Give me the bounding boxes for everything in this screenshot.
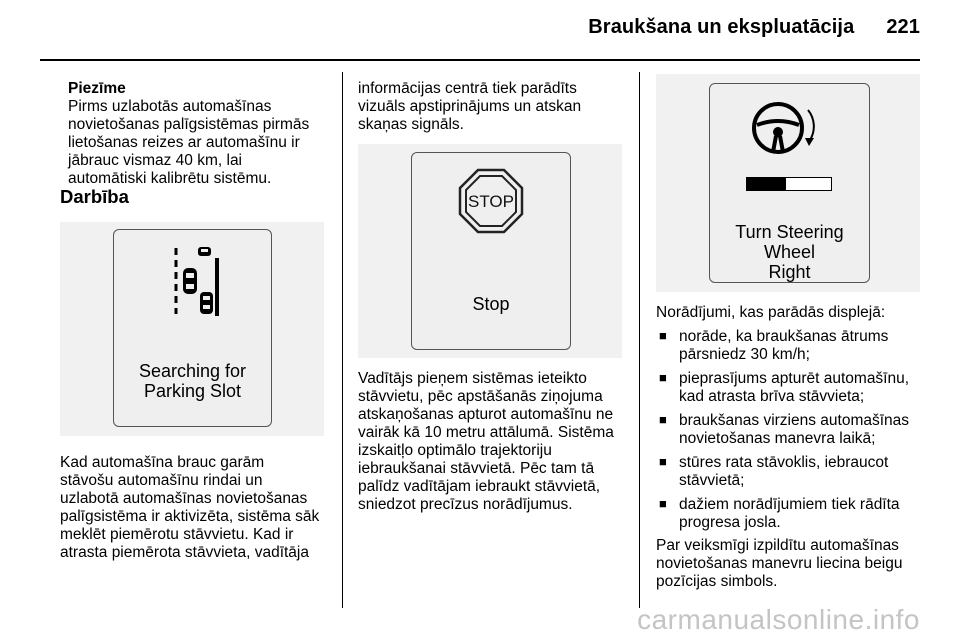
text-line: progresa josla.	[679, 514, 781, 531]
stop-sign-icon	[458, 168, 524, 234]
display-text-line: Searching for	[138, 361, 247, 381]
paragraph	[358, 370, 628, 514]
text-line: palīdz vadītājam iebraukt stāvvietā,	[358, 478, 601, 495]
page-number: 221	[886, 16, 920, 38]
watermark: carmanualsonline.info	[637, 604, 920, 635]
header-title: Braukšana un ekspluatācija	[588, 16, 855, 38]
display-text-line: Turn Steering	[735, 222, 844, 242]
bullet-item	[656, 370, 926, 406]
text-line: stāvvietā;	[679, 472, 745, 489]
text-line: skaņas signāls.	[358, 116, 464, 133]
text-line: braukšanas virziens automašīnas	[679, 412, 910, 429]
display-text-line: Wheel	[763, 242, 816, 262]
note-line: Pirms uzlabotās automašīnas	[68, 98, 272, 115]
text-line: informācijas centrā tiek parādīts	[358, 80, 577, 97]
progress-bar	[746, 177, 832, 191]
text-line: sniedzot precīzus norādījumus.	[358, 496, 573, 513]
text-line: pārsniedz 30 km/h;	[679, 346, 810, 363]
steering-wheel-icon	[746, 98, 826, 158]
parking-lane-icon	[168, 244, 228, 334]
note-line: novietošanas palīgsistēmas pirmās	[68, 116, 310, 133]
column-divider-2	[639, 72, 640, 608]
text-line: iebraukšanai stāvvietā. Pēc tam tā	[358, 460, 595, 477]
display-screen	[411, 152, 571, 350]
text-line: izskaitļo optimālo trajektoriju	[358, 442, 552, 459]
text-line: norāde, ka braukšanas ātrums	[679, 328, 889, 345]
text-line: pieprasījums apturēt automašīnu,	[679, 370, 910, 387]
page-header	[588, 16, 920, 39]
text-line: dažiem norādījumiem tiek rādīta	[679, 496, 900, 513]
note-line: automātiski kalibrētu sistēmu.	[68, 170, 272, 187]
paragraph	[60, 454, 332, 562]
column-divider-1	[342, 72, 343, 608]
text-line: palīgsistēma ir aktivizēta, sistēma sāk	[60, 508, 320, 525]
steering-display	[656, 74, 920, 292]
text-line: kad atrasta brīva stāvvieta;	[679, 388, 865, 405]
text-line: uzlabotā automašīnas novietošanas	[60, 490, 308, 507]
paragraph	[358, 80, 628, 134]
display-text-line: Parking Slot	[143, 381, 242, 401]
text-line: Par veiksmīgi izpildītu automašīnas	[656, 537, 899, 554]
note-box	[60, 80, 332, 188]
bullet-list	[656, 328, 926, 532]
bullet-item	[656, 496, 926, 532]
stop-sign-text: STOP	[468, 192, 514, 211]
intro-text: Norādījumi, kas parādās displejā:	[656, 304, 886, 321]
column-1	[60, 80, 332, 562]
header-rule	[40, 59, 920, 61]
text-line: atskaņošanas apturot automašīnu ne	[358, 406, 614, 423]
note-title: Piezīme	[68, 80, 126, 97]
stop-display	[358, 144, 622, 358]
display-screen	[113, 229, 272, 427]
text-line: novietošanas manevru liecina beigu	[656, 555, 903, 572]
display-screen	[709, 83, 870, 283]
bullet-item	[656, 412, 926, 448]
section-heading: Darbība	[60, 186, 129, 207]
display-text-line: Right	[768, 262, 811, 282]
text-line: pozīcijas simbols.	[656, 573, 778, 590]
parking-search-display	[60, 222, 324, 436]
text-line: novietošanas manevra laikā;	[679, 430, 876, 447]
column-3	[656, 74, 926, 591]
text-line: Kad automašīna brauc garām	[60, 454, 265, 471]
paragraph	[656, 537, 926, 591]
bullet-item	[656, 328, 926, 364]
note-line: lietošanas reizes ar automašīnu ir	[68, 134, 300, 151]
bullet-item	[656, 454, 926, 490]
text-line: stāvošu automašīnu rindai un	[60, 472, 263, 489]
note-line: jābrauc vismaz 40 km, lai	[68, 152, 243, 169]
text-line: vizuāls apstiprinājums un atskan	[358, 98, 582, 115]
column-2	[358, 80, 628, 514]
text-line: meklēt piemērotu stāvvietu. Kad ir	[60, 526, 294, 543]
progress-fill	[747, 178, 786, 190]
text-line: atrasta piemērota stāvvieta, vadītāja	[60, 544, 309, 561]
display-text-line: Stop	[472, 294, 510, 314]
text-line: stūres rata stāvoklis, iebraucot	[679, 454, 889, 471]
text-line: Vadītājs pieņem sistēmas ieteikto	[358, 370, 587, 387]
text-line: stāvvietu, pēc apstāšanās ziņojuma	[358, 388, 603, 405]
text-line: vairāk kā 10 metru attālumā. Sistēma	[358, 424, 614, 441]
